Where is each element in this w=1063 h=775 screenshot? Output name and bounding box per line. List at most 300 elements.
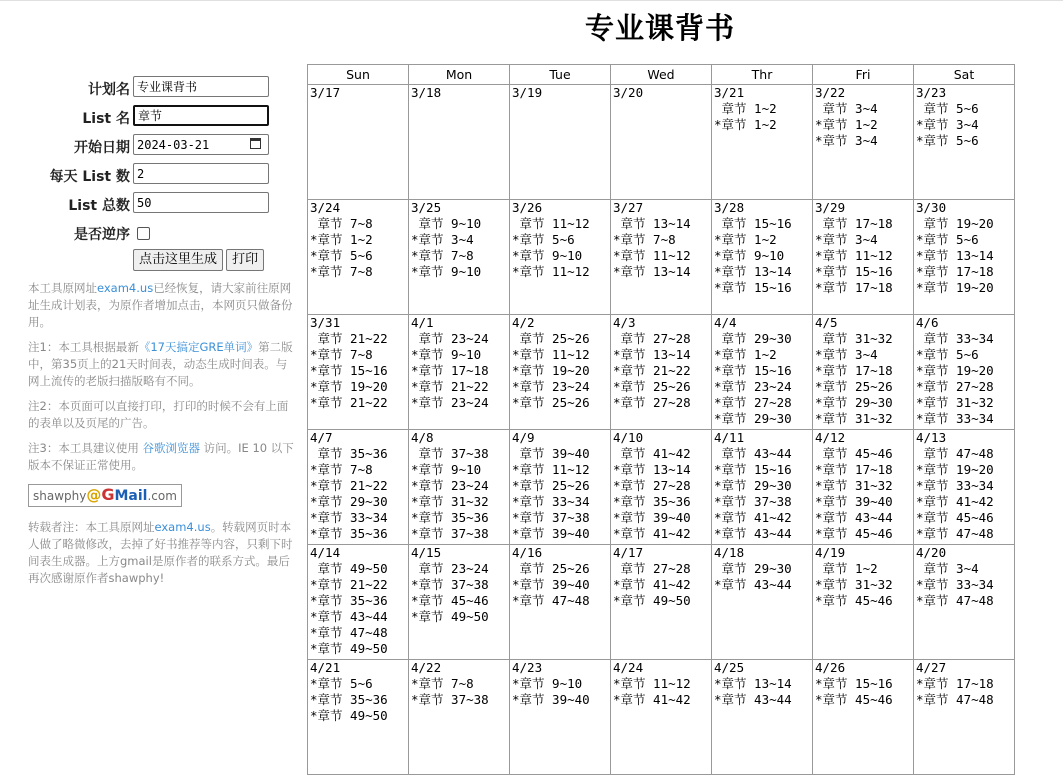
list-item: 章节 15~16 [714,216,792,231]
list-item: 章节 3~4 [815,101,878,116]
list-item: 章节 41~42 [613,446,691,461]
day-date: 4/15 [411,545,442,560]
list-item: *章节 1~2 [714,232,777,247]
per-day-row [0,163,300,192]
calendar-day-cell [409,85,510,200]
email-mail: Mail [114,488,148,504]
note-4-text-a: 转载者注：本工具原网址 [28,520,155,534]
plan-name-row [0,76,300,105]
day-date: 4/19 [815,545,846,560]
day-date: 3/22 [815,85,846,100]
reverse-row [0,221,300,250]
list-item: 章节 27~28 [613,331,691,346]
note-0-link[interactable]: exam4.us [97,281,154,295]
list-item: 章节 39~40 [512,446,590,461]
start-date-row [0,134,300,163]
list-item: *章节 5~6 [512,232,575,247]
list-item: *章节 31~32 [916,395,994,410]
list-item: *章节 9~10 [512,248,583,263]
list-item: *章节 11~12 [815,248,893,263]
calendar-week-row [308,200,1015,315]
list-item: *章节 5~6 [916,232,979,247]
list-item: 章节 29~30 [714,561,792,576]
list-item: *章节 11~12 [512,264,590,279]
list-item: *章节 23~24 [411,395,489,410]
list-item: *章节 21~22 [310,577,388,592]
list-item: 章节 19~20 [916,216,994,231]
weekday-header: Thr [712,65,813,85]
calendar-day-cell [409,315,510,430]
list-item: *章节 7~8 [310,462,373,477]
list-item: 章节 11~12 [512,216,590,231]
reverse-label: 是否逆序 [74,227,130,243]
list-item: *章节 33~34 [310,510,388,525]
total-input[interactable] [133,192,269,213]
list-item: *章节 11~12 [512,347,590,362]
calendar-day-cell [510,545,611,660]
list-item: *章节 11~12 [512,462,590,477]
note-4-link[interactable]: exam4.us [154,520,211,534]
calendar-week-row [308,85,1015,200]
list-item: *章节 33~34 [916,411,994,426]
list-item: *章节 5~6 [310,676,373,691]
calendar-day-cell [308,545,409,660]
day-date: 4/27 [916,660,947,675]
day-date: 3/29 [815,200,846,215]
email-g: G [101,485,115,504]
day-date: 4/17 [613,545,644,560]
list-item: 章节 29~30 [714,331,792,346]
calendar-day-cell [510,85,611,200]
list-item: 章节 45~46 [815,446,893,461]
list-item: *章节 17~18 [815,462,893,477]
list-item: *章节 33~34 [512,494,590,509]
calendar-day-cell [611,85,712,200]
list-item: *章节 15~16 [815,676,893,691]
weekday-header: Tue [510,65,611,85]
list-item: *章节 7~8 [613,232,676,247]
day-date: 3/31 [310,315,341,330]
total-row [0,192,300,221]
note-0-text-b: 已经恢复，请大家前往原网址生成计划表，为原作者增加点击，本网页只做备份用。 [28,281,293,329]
list-item: 章节 21~22 [310,331,388,346]
day-date: 4/10 [613,430,644,445]
list-item: *章节 3~4 [815,133,878,148]
list-item: *章节 19~20 [916,462,994,477]
list-item: 章节 3~4 [916,561,979,576]
email-at: @ [86,486,102,504]
list-item: *章节 27~28 [714,395,792,410]
list-item: 章节 1~2 [815,561,878,576]
note-4-text-b: 。转载网页时本人做了略微修改，去掉了好书推荐等内容，只剩下时间表生成器。上方gmail是原作者的联系方式。最后再次感谢原作者shawphy! [28,520,293,585]
calendar-day-cell [611,660,712,775]
list-item: *章节 39~40 [613,510,691,525]
per-day-label: 每天 List 数 [49,169,130,185]
list-item: *章节 1~2 [815,117,878,132]
email-user: shawphy [33,489,87,503]
list-item: *章节 7~8 [411,248,474,263]
list-item: *章节 31~32 [815,478,893,493]
list-item: 章节 1~2 [714,101,777,116]
list-item: *章节 17~18 [916,676,994,691]
list-item: *章节 29~30 [310,494,388,509]
list-item: *章节 37~38 [411,692,489,707]
day-date: 4/20 [916,545,947,560]
list-item: *章节 27~28 [916,379,994,394]
list-item: 章节 25~26 [512,331,590,346]
list-item: *章节 35~36 [310,593,388,608]
list-item: *章节 25~26 [815,379,893,394]
list-item: *章节 25~26 [512,478,590,493]
list-item: *章节 49~50 [310,708,388,723]
list-item: *章节 43~44 [714,692,792,707]
calendar-day-cell [914,85,1015,200]
page-title: 专业课背书 [584,11,735,45]
list-item: *章节 21~22 [310,478,388,493]
calendar-header-row [308,65,1015,85]
plan-name-input[interactable] [133,76,269,97]
day-date: 4/6 [916,315,939,330]
note-2: 注2：本页面可以直接打印，打印的时候不会有上面的表单以及页尾的广告。 [28,399,289,430]
list-item: *章节 41~42 [613,692,691,707]
list-item: *章节 1~2 [310,232,373,247]
list-item: *章节 13~14 [714,264,792,279]
list-item: *章节 15~16 [714,363,792,378]
calendar-day-cell [712,315,813,430]
list-item: *章节 33~34 [916,577,994,592]
list-name-row [0,105,300,134]
list-item: *章节 9~10 [411,264,482,279]
day-date: 3/27 [613,200,644,215]
list-item: 章节 23~24 [411,331,489,346]
note-1-link[interactable]: 《17天搞定GRE单词》 [138,340,259,354]
weekday-header: Sun [308,65,409,85]
list-item: *章节 29~30 [714,411,792,426]
calendar-day-cell [712,660,813,775]
list-item: *章节 35~36 [310,692,388,707]
list-item: *章节 35~36 [613,494,691,509]
top-border [0,0,1063,1]
email-com: .com [147,489,177,503]
calendar-week-row [308,545,1015,660]
list-item: *章节 45~46 [815,692,893,707]
list-item: *章节 37~38 [411,526,489,541]
list-item: *章节 17~18 [916,264,994,279]
calendar-day-cell [308,200,409,315]
calendar-day-cell [308,430,409,545]
list-item: *章节 27~28 [613,478,691,493]
list-item: *章节 39~40 [512,526,590,541]
list-item: *章节 41~42 [916,494,994,509]
weekday-header: Fri [813,65,914,85]
weekday-header: Sat [914,65,1015,85]
list-item: *章节 41~42 [613,526,691,541]
list-item: *章节 1~2 [714,117,777,132]
list-item: *章节 33~34 [916,478,994,493]
list-item: *章节 39~40 [815,494,893,509]
list-item: 章节 27~28 [613,561,691,576]
list-item: *章节 15~16 [310,363,388,378]
calendar-day-cell [813,660,914,775]
list-item: *章节 29~30 [815,395,893,410]
list-item: *章节 5~6 [310,248,373,263]
list-item: *章节 9~10 [411,347,482,362]
list-item: 章节 25~26 [512,561,590,576]
list-item: *章节 17~18 [411,363,489,378]
list-item: *章节 39~40 [512,692,590,707]
list-item: *章节 11~12 [613,248,691,263]
list-item: *章节 49~50 [613,593,691,608]
list-item: *章节 45~46 [411,593,489,608]
list-item: *章节 15~16 [714,462,792,477]
list-item: *章节 29~30 [714,478,792,493]
day-date: 4/3 [613,315,636,330]
list-item: *章节 43~44 [714,577,792,592]
day-date: 4/4 [714,315,737,330]
calendar-day-cell [712,200,813,315]
list-item: *章节 25~26 [512,395,590,410]
calendar-day-cell [510,660,611,775]
note-4 [28,519,294,587]
list-item: *章节 41~42 [613,577,691,592]
calendar-day-cell [308,85,409,200]
list-item: *章节 13~14 [916,248,994,263]
list-item: *章节 19~20 [512,363,590,378]
calendar-day-cell [914,545,1015,660]
calendar-day-cell [409,660,510,775]
list-item: *章节 15~16 [714,280,792,295]
calendar-day-cell [409,200,510,315]
calendar-day-cell [510,315,611,430]
total-label: List 总数 [68,198,130,214]
calendar-week-row [308,660,1015,775]
list-item: *章节 35~36 [411,510,489,525]
list-item: *章节 43~44 [815,510,893,525]
author-email-logo [28,484,182,507]
note-0-text-a: 本工具原网址 [28,281,97,295]
list-item: *章节 47~48 [310,625,388,640]
list-item: *章节 15~16 [815,264,893,279]
list-item: *章节 23~24 [512,379,590,394]
day-date: 3/28 [714,200,745,215]
list-item: *章节 47~48 [916,526,994,541]
notes-panel [28,280,294,595]
day-date: 4/24 [613,660,644,675]
list-item: *章节 47~48 [512,593,590,608]
calendar-body [308,85,1015,775]
list-item: *章节 13~14 [714,676,792,691]
generate-button[interactable]: 点击这里生成 [133,249,223,271]
list-item: 章节 17~18 [815,216,893,231]
day-date: 4/9 [512,430,535,445]
calendar-day-cell [611,430,712,545]
list-item: *章节 9~10 [411,462,482,477]
note-3-link[interactable]: 谷歌浏览器 [142,441,200,455]
calendar-day-cell [712,85,813,200]
day-date: 4/23 [512,660,543,675]
list-item: *章节 49~50 [310,641,388,656]
list-item: *章节 19~20 [310,379,388,394]
list-item: *章节 1~2 [714,347,777,362]
day-date: 3/18 [411,85,442,100]
calendar-icon[interactable] [250,138,261,149]
calendar-week-row [308,315,1015,430]
day-date: 4/22 [411,660,442,675]
day-date: 4/25 [714,660,745,675]
list-item: *章节 27~28 [613,395,691,410]
list-item: *章节 21~22 [613,363,691,378]
start-date-label: 开始日期 [74,140,130,156]
list-item: *章节 3~4 [815,347,878,362]
list-item: 章节 7~8 [310,216,373,231]
list-item: *章节 9~10 [512,676,583,691]
form-buttons [133,248,262,271]
day-date: 3/26 [512,200,543,215]
list-item: *章节 3~4 [815,232,878,247]
list-name-input[interactable] [133,105,269,126]
calendar-day-cell [409,545,510,660]
list-item: *章节 25~26 [613,379,691,394]
plan-name-label: 计划名 [88,82,130,98]
calendar-day-cell [813,430,914,545]
list-item: *章节 7~8 [411,676,474,691]
calendar-day-cell [914,430,1015,545]
list-item: *章节 45~46 [815,593,893,608]
list-item: 章节 23~24 [411,561,489,576]
list-item: *章节 21~22 [310,395,388,410]
note-1-text-b: 第二版中，第35页上的21天时间表，动态生成时间表。与网上流传的老版扫描版略有不同。 [28,340,293,388]
list-item: *章节 11~12 [613,676,691,691]
calendar-day-cell [914,315,1015,430]
list-item: *章节 41~42 [714,510,792,525]
list-item: *章节 9~10 [714,248,785,263]
day-date: 4/5 [815,315,838,330]
list-item: 章节 5~6 [916,101,979,116]
calendar-day-cell [712,430,813,545]
list-item: *章节 19~20 [916,280,994,295]
day-date: 3/25 [411,200,442,215]
day-date: 3/30 [916,200,947,215]
list-item: *章节 19~20 [916,363,994,378]
day-date: 4/21 [310,660,341,675]
calendar-day-cell [914,660,1015,775]
weekday-header: Mon [409,65,510,85]
calendar-day-cell [813,545,914,660]
list-item: *章节 13~14 [613,264,691,279]
list-item: 章节 49~50 [310,561,388,576]
list-item: *章节 23~24 [714,379,792,394]
day-date: 3/24 [310,200,341,215]
day-date: 4/18 [714,545,745,560]
list-item: *章节 7~8 [310,264,373,279]
list-item: *章节 37~38 [714,494,792,509]
calendar-day-cell [712,545,813,660]
list-item: *章节 5~6 [916,347,979,362]
list-item: *章节 37~38 [411,577,489,592]
list-item: *章节 31~32 [815,411,893,426]
list-item: *章节 7~8 [310,347,373,362]
list-item: *章节 3~4 [411,232,474,247]
calendar-day-cell [308,315,409,430]
list-item: *章节 21~22 [411,379,489,394]
per-day-input[interactable] [133,163,269,184]
list-item: *章节 45~46 [815,526,893,541]
day-date: 3/20 [613,85,644,100]
day-date: 4/14 [310,545,341,560]
list-item: *章节 43~44 [714,526,792,541]
list-item: *章节 43~44 [310,609,388,624]
day-date: 4/7 [310,430,333,445]
plan-form [0,76,300,267]
note-1-text-a: 注1：本工具根据最新 [28,340,139,354]
list-item: *章节 3~4 [916,117,979,132]
day-date: 4/16 [512,545,543,560]
calendar-day-cell [813,200,914,315]
list-item: *章节 31~32 [411,494,489,509]
calendar-day-cell [409,430,510,545]
day-date: 4/13 [916,430,947,445]
list-item: 章节 9~10 [411,216,482,231]
calendar-day-cell [510,430,611,545]
note-3-text-b: 访问。IE 10 以下版本不保证正常使用。 [28,441,294,472]
list-item: *章节 17~18 [815,280,893,295]
list-item: *章节 37~38 [512,510,590,525]
list-item: 章节 37~38 [411,446,489,461]
list-item: 章节 43~44 [714,446,792,461]
calendar-day-cell [813,315,914,430]
day-date: 4/2 [512,315,535,330]
list-name-label: List 名 [82,111,130,127]
note-0 [28,280,294,331]
start-date-input[interactable] [133,134,269,155]
list-item: *章节 5~6 [916,133,979,148]
day-date: 4/8 [411,430,434,445]
list-item: 章节 13~14 [613,216,691,231]
list-item: 章节 33~34 [916,331,994,346]
list-item: *章节 13~14 [613,462,691,477]
list-item: 章节 35~36 [310,446,388,461]
note-1 [28,339,294,390]
list-item: *章节 45~46 [916,510,994,525]
list-item: *章节 23~24 [411,478,489,493]
calendar-day-cell [914,200,1015,315]
day-date: 3/17 [310,85,341,100]
note-3-text-a: 注3：本工具建议使用 [28,441,143,455]
list-item: *章节 47~48 [916,692,994,707]
calendar-day-cell [611,545,712,660]
list-item: *章节 47~48 [916,593,994,608]
list-item: *章节 13~14 [613,347,691,362]
list-item: *章节 49~50 [411,609,489,624]
day-date: 4/12 [815,430,846,445]
day-date: 3/19 [512,85,543,100]
list-item: 章节 47~48 [916,446,994,461]
list-item: *章节 39~40 [512,577,590,592]
list-item: 章节 31~32 [815,331,893,346]
reverse-checkbox[interactable] [137,227,150,240]
print-button[interactable]: 打印 [226,249,264,271]
schedule-calendar [307,64,1015,775]
calendar-day-cell [813,85,914,200]
note-3 [28,440,294,474]
weekday-header: Wed [611,65,712,85]
day-date: 4/26 [815,660,846,675]
calendar-week-row [308,430,1015,545]
calendar-day-cell [308,660,409,775]
list-item: *章节 35~36 [310,526,388,541]
list-item: *章节 17~18 [815,363,893,378]
day-date: 3/23 [916,85,947,100]
